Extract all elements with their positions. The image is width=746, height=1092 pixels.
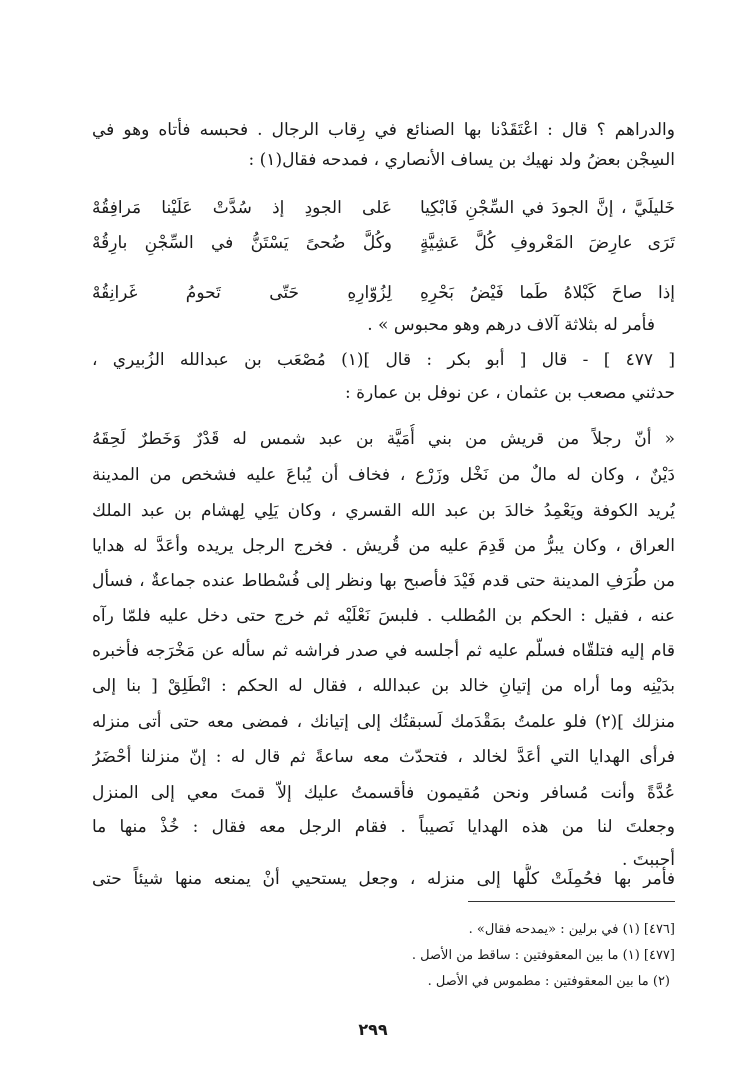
verse-second-hemistich: وكُلَّ ضُحىً يَسْتَنُّ في السِّجْنِ بارِقُهْ [92,233,392,253]
body-line: قام إليه فتلقّاه فسلّم عليه ثم أجلسه في صدر فراشه ثم سأله عن مَخْرَجه فأخبره [92,641,675,661]
body-line: يُريد الكوفة ويَعْمِدُ خالدَ بن عبد الله القسري ، وكان يَلِي لِهشام بن عبد الملك [92,501,675,521]
verse-first-hemistich: تَرَى عارِضَ المَعْروفِ كُلَّ عَشِيَّةٍ [420,233,675,253]
hadith-heading: [ ٤٧٧ ] - قال [ أبو بكر : قال ](١) مُصْعَب بن عبدالله الزُبيري ، [92,350,675,370]
page-number: ٢٩٩ [358,1020,388,1039]
body-line: « أنّ رجلاً من قريش من بني أُمَيَّة بن عبد شمس له قَدْرٌ وَخَطرٌ لَحِقَهُ [92,429,675,449]
body-line: العراق ، وكان يبرُّ من قَدِمَ عليه من قُريش . فخرج الرجل يريده وأعَدَّ له هدايا [92,536,675,556]
body-line: فرأى الهدايا التي أعَدَّ لخالد ، فتحدّث معه ساعةً ثم قال له : إنّ منزلنا أحْضَرُ [92,747,675,767]
body-line: عنه ، فقيل : الحكم بن المُطلب . فلبسَ نَعْلَيْه ثم خرج حتى دخل عليه فلمّا رآه [92,606,675,626]
body-line: السِجْن بعضُ ولد نهيك بن يساف الأنصاري ، فمدحه فقال(١) : [248,150,675,170]
body-line: حدثني مصعب بن عثمان ، عن نوفل بن عمارة : [344,383,675,403]
footnote-divider [468,901,675,902]
body-line: فأمر بها فحُمِلَتْ كلُّها إلى منزله ، وجعل يستحيي أنْ يمنعه منها شيئاً حتى [92,869,675,889]
verse-first-hemistich: خَليلَيَّ ، إنَّ الجودَ في السِّجْنِ فَابْكِيا [420,198,675,218]
footnote: [٤٧٧] (١) ما بين المعقوفتين : ساقط من الأصل . [411,948,675,963]
footnote: [٤٧٦] (١) في برلين : «يمدحه فقال» . [468,922,675,937]
body-line: أحببتَ . [622,850,675,870]
body-line: دَيْنٌ ، وكان له مالٌ من نَخْل وزَرْع ، فخاف أن يُباعَ عليه فشخص من المدينة [92,465,675,485]
body-line: بدَيْنِه وما أراه من إتيانِ خالد بن عبدالله ، فقال له الحكم : انْطَلِقْ [ بنا إلى [92,676,675,696]
verse-second-hemistich: لِزُوّارِهِ حَتّى تَحومُ غَرانِقُهْ [92,283,392,303]
body-line: فأمر له بثلاثة آلاف درهم وهو محبوس » . [367,315,655,335]
body-line: وجعلتَ لنا من هذه الهدايا نَصيباً . فقام الرجل معه فقال : خُذْ منها ما [92,817,675,837]
footnote: (٢) ما بين المعقوفتين : مطموس في الأصل . [427,974,670,989]
body-line: من طُرَفِ المدينة حتى قدم فَيْدَ فأصبح بها ونظر إلى فُسْطاط عنده جماعةٌ ، فسأل [92,571,675,591]
verse-second-hemistich: عَلى الجودِ إذ سُدَّتْ عَلَيْنا مَرافِقُهْ [92,198,392,218]
body-line: منزلك ](٢) فلو علمتُ بمَقْدَمك لَسبقتُك إلى إتيانك ، فمضى معه حتى أتى منزله [92,712,675,732]
verse-first-hemistich: إذا صاحَ كَبْلاهُ طَما فَيْضُ بَحْرِهِ [420,283,675,303]
body-line: والدراهم ؟ قال : اعْتَقَدْنا بها الصنائع في رِقاب الرجال . فحبسه فأتاه وهو في [92,120,675,140]
body-line: عُدَّةً وأنت مُسافر ونحن مُقيمون فأقسمتُ عليك إلاّ قمتَ معي إلى المنزل [92,783,675,803]
